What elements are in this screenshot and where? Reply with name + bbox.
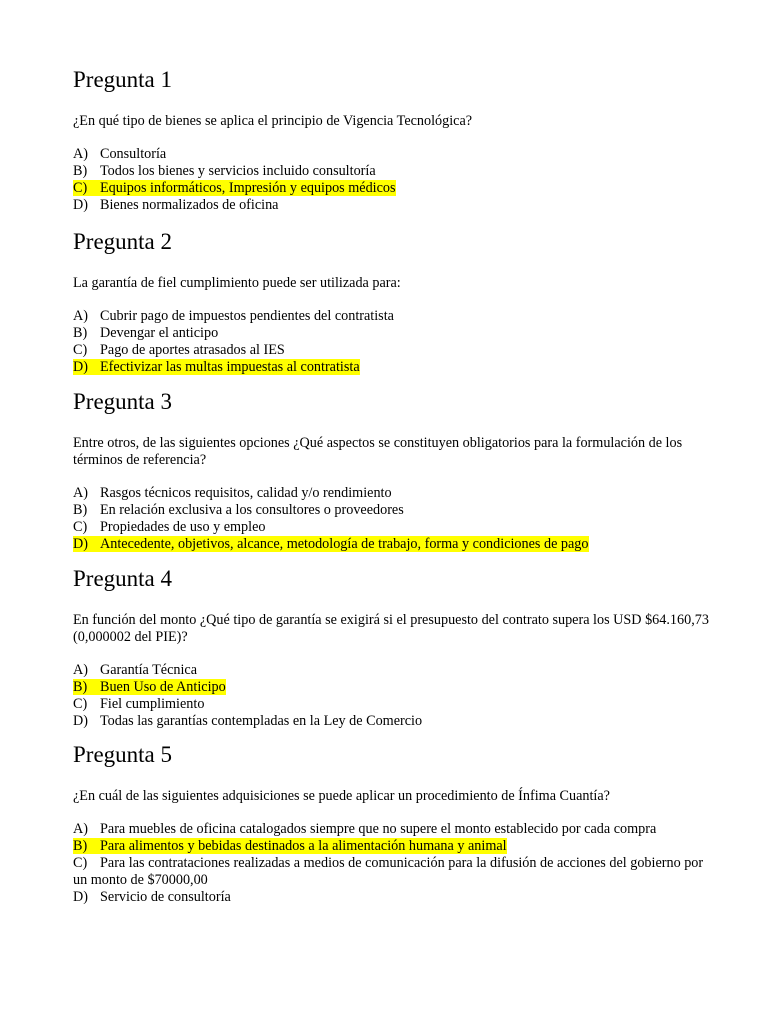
option-text: Todos los bienes y servicios incluido consultoría [100, 163, 376, 179]
option-a [73, 821, 713, 838]
option-text: Todas las garantías contempladas en la Ley de Comercio [100, 713, 423, 729]
option-text: Consultoría [100, 146, 167, 162]
option-letter: D) [73, 197, 88, 213]
option-c [73, 519, 713, 536]
option-letter: C) [73, 696, 88, 712]
option-letter: D) [73, 889, 88, 905]
options-list [73, 146, 713, 214]
option-text: Bienes normalizados de oficina [100, 197, 279, 213]
question-text: La garantía de fiel cumplimiento puede ser utilizada para: [73, 275, 401, 291]
option-d [73, 889, 713, 906]
option-letter: A) [73, 662, 88, 678]
question-text: ¿En cuál de las siguientes adquisiciones se puede aplicar un procedimiento de Ínfima Cuantía? [73, 788, 610, 804]
option-text: Buen Uso de Anticipo [100, 679, 226, 695]
options-list [73, 662, 713, 730]
option-text: Efectivizar las multas impuestas al contratista [100, 359, 360, 375]
option-d-highlighted [73, 536, 713, 553]
question-text: ¿En qué tipo de bienes se aplica el principio de Vigencia Tecnológica? [73, 113, 473, 129]
option-text: Garantía Técnica [100, 662, 198, 678]
option-b [73, 163, 713, 180]
option-letter: B) [73, 163, 88, 179]
option-b [73, 325, 713, 342]
option-letter: B) [73, 838, 88, 854]
option-a [73, 662, 713, 679]
question-5 [73, 741, 713, 906]
question-title: Pregunta 5 [73, 742, 173, 767]
option-letter: D) [73, 713, 88, 729]
question-title: Pregunta 1 [73, 67, 173, 92]
option-text: Antecedente, objetivos, alcance, metodología de trabajo, forma y condiciones de pago [100, 536, 589, 552]
question-title: Pregunta 3 [73, 389, 173, 414]
option-text: Pago de aportes atrasados al IES [100, 342, 285, 358]
option-letter: C) [73, 342, 88, 358]
option-letter: C) [73, 180, 88, 196]
option-a [73, 308, 713, 325]
option-c-highlighted [73, 180, 713, 197]
option-text: Fiel cumplimiento [100, 696, 205, 712]
option-letter: A) [73, 821, 88, 837]
option-text: Para las contrataciones realizadas a medios de comunicación para la difusión de acciones del gobierno por un monto de $70000,00 [73, 855, 704, 888]
option-letter: C) [73, 855, 88, 871]
option-letter: C) [73, 519, 88, 535]
option-text: Cubrir pago de impuestos pendientes del contratista [100, 308, 394, 324]
option-letter: B) [73, 325, 88, 341]
option-letter: B) [73, 679, 88, 695]
option-d-highlighted [73, 359, 713, 376]
option-c [73, 855, 713, 889]
option-letter: A) [73, 308, 88, 324]
question-2 [73, 228, 713, 376]
option-letter: A) [73, 485, 88, 501]
option-text: Equipos informáticos, Impresión y equipos médicos [100, 180, 396, 196]
question-text: Entre otros, de las siguientes opciones ¿Qué aspectos se constituyen obligatorios para la formulación de los términos de referencia? [73, 435, 683, 468]
question-3 [73, 388, 713, 553]
option-text: Rasgos técnicos requisitos, calidad y/o rendimiento [100, 485, 392, 501]
options-list [73, 821, 713, 906]
option-c [73, 342, 713, 359]
option-b [73, 502, 713, 519]
option-d [73, 713, 713, 730]
option-letter: D) [73, 536, 88, 552]
option-text: Servicio de consultoría [100, 889, 231, 905]
option-text: Para muebles de oficina catalogados siempre que no supere el monto establecido por cada compra [100, 821, 657, 837]
options-list [73, 308, 713, 376]
option-b-highlighted [73, 838, 713, 855]
question-1 [73, 66, 713, 214]
question-4 [73, 565, 713, 730]
option-text: Propiedades de uso y empleo [100, 519, 266, 535]
option-letter: D) [73, 359, 88, 375]
option-d [73, 197, 713, 214]
option-a [73, 146, 713, 163]
option-letter: B) [73, 502, 88, 518]
option-b-highlighted [73, 679, 713, 696]
option-c [73, 696, 713, 713]
question-title: Pregunta 2 [73, 229, 173, 254]
question-text: En función del monto ¿Qué tipo de garantía se exigirá si el presupuesto del contrato supera los USD $64.160,73 (0,000002 del PIE)? [73, 612, 709, 645]
option-text: Devengar el anticipo [100, 325, 219, 341]
option-a [73, 485, 713, 502]
option-letter: A) [73, 146, 88, 162]
question-title: Pregunta 4 [73, 566, 173, 591]
options-list [73, 485, 713, 553]
option-text: Para alimentos y bebidas destinados a la alimentación humana y animal [100, 838, 507, 854]
option-text: En relación exclusiva a los consultores o proveedores [100, 502, 404, 518]
